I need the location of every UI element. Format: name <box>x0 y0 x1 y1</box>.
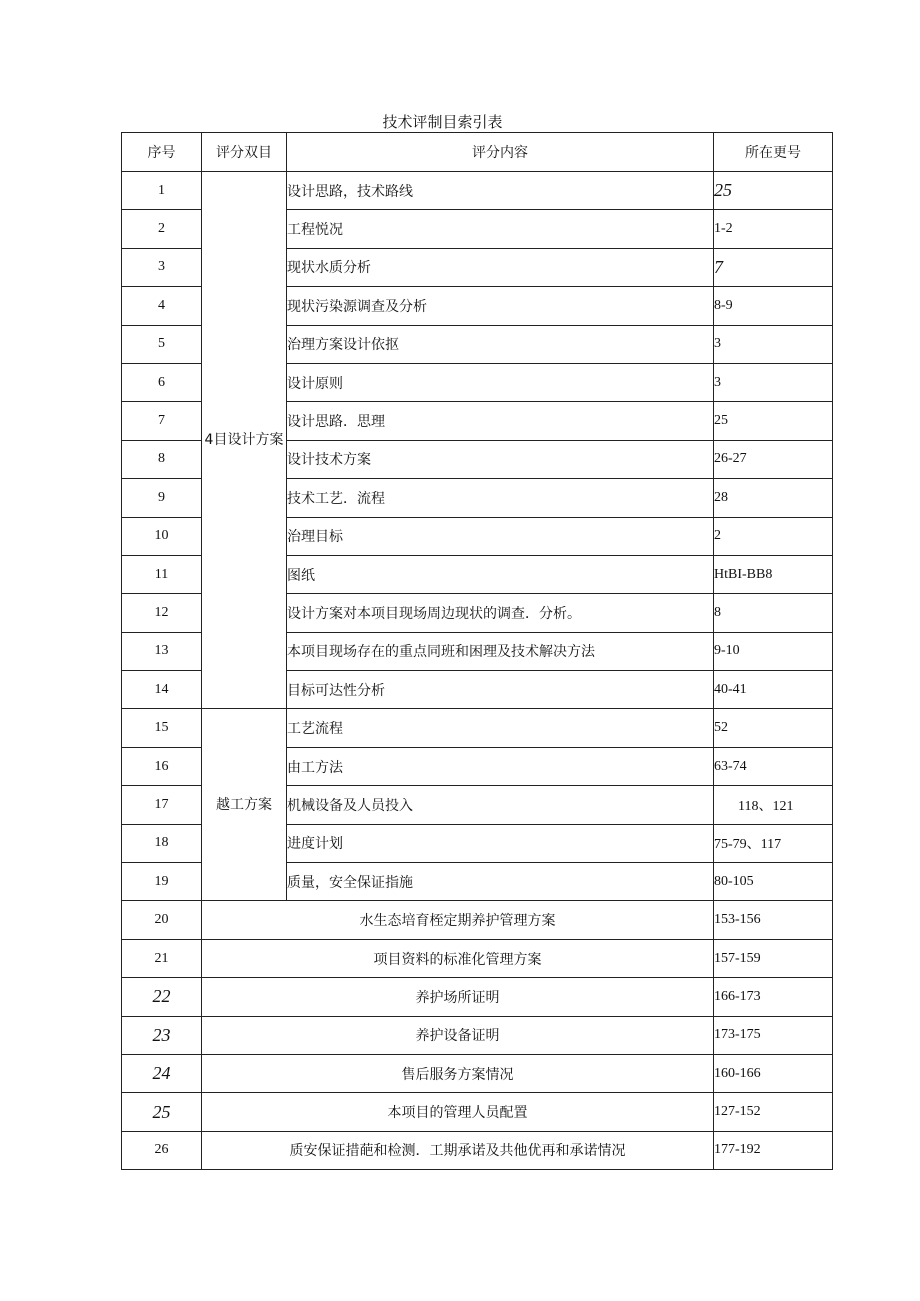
row-content: 目标可达性分析 <box>287 671 714 709</box>
row-no: 18 <box>122 824 202 862</box>
row-page: 8-9 <box>714 287 833 325</box>
row-page: 40-41 <box>714 671 833 709</box>
row-content: 设计原则 <box>287 363 714 401</box>
row-page: 118、121 <box>714 786 833 824</box>
row-no: 23 <box>122 1016 202 1054</box>
row-page: 25 <box>714 402 833 440</box>
row-content: 售后服务方案情况 <box>202 1054 714 1092</box>
row-no: 6 <box>122 363 202 401</box>
row-page: 127-152 <box>714 1093 833 1131</box>
row-no: 16 <box>122 747 202 785</box>
row-no: 22 <box>122 978 202 1016</box>
row-no: 8 <box>122 440 202 478</box>
row-page: 157-159 <box>714 939 833 977</box>
row-no: 24 <box>122 1054 202 1092</box>
row-no: 11 <box>122 555 202 593</box>
row-page: 173-175 <box>714 1016 833 1054</box>
scoring-index-table <box>121 132 833 1170</box>
row-no: 9 <box>122 479 202 517</box>
row-content: 设计思路．思理 <box>287 402 714 440</box>
row-no: 5 <box>122 325 202 363</box>
row-no: 7 <box>122 402 202 440</box>
row-no: 25 <box>122 1093 202 1131</box>
row-no: 13 <box>122 632 202 670</box>
row-content: 本项目的管理人员配置 <box>202 1093 714 1131</box>
row-content: 养护设备证明 <box>202 1016 714 1054</box>
row-content: 工艺流程 <box>287 709 714 747</box>
row-content: 工程悦况 <box>287 210 714 248</box>
row-content: 进度计划 <box>287 824 714 862</box>
row-page: 2 <box>714 517 833 555</box>
row-no: 1 <box>122 172 202 210</box>
header-row <box>122 133 833 172</box>
table-row <box>122 1054 833 1092</box>
row-no: 21 <box>122 939 202 977</box>
row-content: 机械设备及人员投入 <box>287 786 714 824</box>
row-page: 80-105 <box>714 863 833 901</box>
row-page: 9-10 <box>714 632 833 670</box>
table-row <box>122 1016 833 1054</box>
row-no: 3 <box>122 248 202 286</box>
row-content: 治理目标 <box>287 517 714 555</box>
row-content: 现状污染源调查及分析 <box>287 287 714 325</box>
row-content: 技术工艺．流程 <box>287 479 714 517</box>
table-row <box>122 1131 833 1169</box>
row-content: 现状水质分析 <box>287 248 714 286</box>
row-no: 2 <box>122 210 202 248</box>
row-page: 153-156 <box>714 901 833 939</box>
row-no: 12 <box>122 594 202 632</box>
table-row <box>122 901 833 939</box>
row-no: 20 <box>122 901 202 939</box>
row-content: 质量，安全保证指施 <box>287 863 714 901</box>
row-content: 水生态培育桎定期养护管理方案 <box>202 901 714 939</box>
table-row <box>122 978 833 1016</box>
table-row <box>122 172 833 210</box>
row-page: 28 <box>714 479 833 517</box>
row-page: 3 <box>714 325 833 363</box>
row-page: 8 <box>714 594 833 632</box>
header-no: 序号 <box>122 133 202 172</box>
row-content: 项目资料的标准化管理方案 <box>202 939 714 977</box>
row-no: 4 <box>122 287 202 325</box>
row-no: 26 <box>122 1131 202 1169</box>
header-content: 评分内容 <box>287 133 714 172</box>
table-row <box>122 939 833 977</box>
row-no: 19 <box>122 863 202 901</box>
row-page: 177-192 <box>714 1131 833 1169</box>
row-content: 设计思路，技术路线 <box>287 172 714 210</box>
table-row <box>122 1093 833 1131</box>
table-title: 技术评制目索引表 <box>382 113 503 131</box>
row-content: 由工方法 <box>287 747 714 785</box>
row-page: 25 <box>714 172 833 210</box>
row-page: 160-166 <box>714 1054 833 1092</box>
row-page: 26-27 <box>714 440 833 478</box>
table-row <box>122 709 833 747</box>
row-page: 7 <box>714 248 833 286</box>
row-content: 本项目现场存在的重点同班和困理及技术解决方法 <box>287 632 714 670</box>
row-content: 设计技术方案 <box>287 440 714 478</box>
header-page: 所在更号 <box>714 133 833 172</box>
row-page: HtBI-BB8 <box>714 555 833 593</box>
header-category: 评分双目 <box>202 133 287 172</box>
category-design-plan: 4目设计方案 <box>202 172 287 709</box>
row-content: 质安保证措葩和检测．工期承诺及共他优再和承诺情况 <box>202 1131 714 1169</box>
row-content: 治理方案设计依抠 <box>287 325 714 363</box>
row-content: 图纸 <box>287 555 714 593</box>
row-page: 166-173 <box>714 978 833 1016</box>
row-page: 1-2 <box>714 210 833 248</box>
row-page: 3 <box>714 363 833 401</box>
row-no: 17 <box>122 786 202 824</box>
row-page: 63-74 <box>714 747 833 785</box>
row-no: 10 <box>122 517 202 555</box>
row-content: 养护场所证明 <box>202 978 714 1016</box>
row-no: 14 <box>122 671 202 709</box>
row-page: 75-79、117 <box>714 824 833 862</box>
row-no: 15 <box>122 709 202 747</box>
row-content: 设计方案对本项目现场周边现状的调查．分析。 <box>287 594 714 632</box>
category-construction-plan: 越工方案 <box>202 709 287 901</box>
row-page: 52 <box>714 709 833 747</box>
